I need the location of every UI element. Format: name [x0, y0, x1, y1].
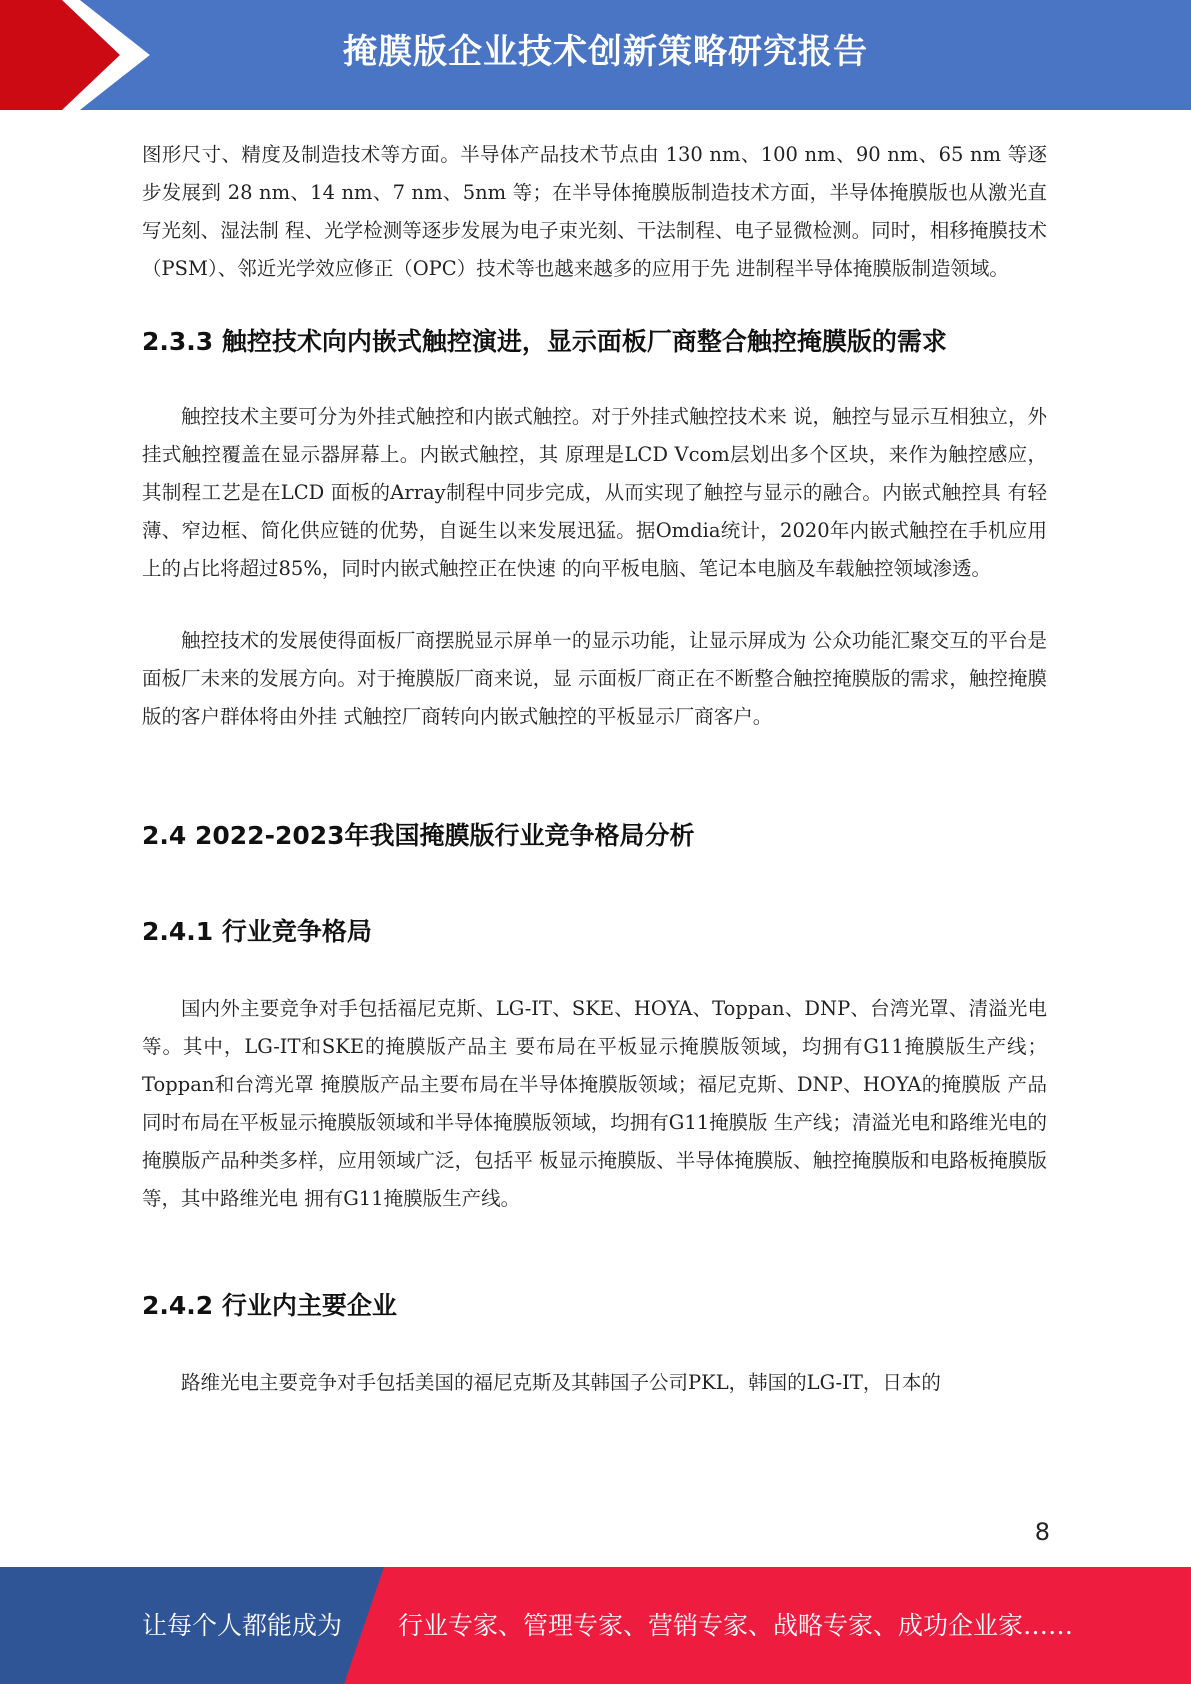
touch-paragraph-2: 触控技术的发展使得面板厂商摆脱显示屏单一的显示功能，让显示屏成为 公众功能汇聚交互的平台是面板厂未来的发展方向。对于掩膜版厂商来说，显 示面板厂商正在不断整合触控掩膜版的需求，触控掩膜版的客户群体将由外挂 式触控厂商转向内嵌式触控的平板显示厂商客户。 [142, 629, 1047, 728]
intro-paragraph: 图形尺寸、精度及制造技术等方面。半导体产品技术节点由 130 nm、100 nm、90 nm、65 nm 等逐步发展到 28 nm、14 nm、7 nm、5nm 等；在半导体掩膜版制造技术方面，半导体掩膜版也从激光直写光刻、湿法制 程、光学检测等逐步发展为电子束光刻、干法制程、电子显微检测。同时，相移掩膜技术（PSM）、邻近光学效应修正（OPC）技术等也越来越多的应用于先 进制程半导体掩膜版制造领域。 [142, 143, 1047, 280]
section-heading-2-4-2: 2.4.2 行业内主要企业 [142, 1291, 397, 1320]
page-number: 8 [1034, 1518, 1050, 1546]
section-heading-2-4: 2.4 2022-2023年我国掩膜版行业竞争格局分析 [142, 821, 695, 850]
section-heading-2-4-1: 2.4.1 行业竞争格局 [142, 917, 372, 946]
touch-paragraph-1: 触控技术主要可分为外挂式触控和内嵌式触控。对于外挂式触控技术来 说，触控与显示互相独立，外挂式触控覆盖在显示器屏幕上。内嵌式触控，其 原理是LCD Vcom层划出多个区块，来作为触控感应，其制程工艺是在LCD 面板的Array制程中同步完成，从而实现了触控与显示的融合。内嵌式触控具 有轻薄、窄边框、简化供应链的优势，自诞生以来发展迅猛。据Omdia统计，2020年内嵌式触控在手机应用上的占比将超过85%，同时内嵌式触控正在快速 的向平板电脑、笔记本电脑及车载触控领域渗透。 [142, 405, 1047, 580]
report-title: 掩膜版企业技术创新策略研究报告 [343, 32, 868, 72]
section-heading-2-3-3: 2.3.3 触控技术向内嵌式触控演进，显示面板厂商整合触控掩膜版的需求 [142, 327, 947, 356]
footer-banner [0, 1567, 1191, 1684]
header-banner [0, 0, 1191, 110]
footer-slogan-left: 让每个人都能成为 [142, 1611, 343, 1640]
page-content [142, 136, 1047, 1402]
competition-paragraph: 国内外主要竞争对手包括福尼克斯、LG-IT、SKE、HOYA、Toppan、DNP、台湾光罩、清溢光电等。其中，LG-IT和SKE的掩膜版产品主 要布局在平板显示掩膜版领域，均拥有G11掩膜版生产线；Toppan和台湾光罩 掩膜版产品主要布局在半导体掩膜版领域；福尼克斯、DNP、HOYA的掩膜版 产品同时布局在平板显示掩膜版领域和半导体掩膜版领域，均拥有G11掩膜版 生产线；清溢光电和路维光电的掩膜版产品种类多样，应用领域广泛，包括平 板显示掩膜版、半导体掩膜版、触控掩膜版和电路板掩膜版等，其中路维光电 拥有G11掩膜版生产线。 [142, 997, 1047, 1210]
enterprises-paragraph: 路维光电主要竞争对手包括美国的福尼克斯及其韩国子公司PKL，韩国的LG-IT，日本的 [181, 1371, 941, 1394]
footer-slogan-right: 行业专家、管理专家、营销专家、战略专家、成功企业家…… [398, 1611, 1074, 1640]
